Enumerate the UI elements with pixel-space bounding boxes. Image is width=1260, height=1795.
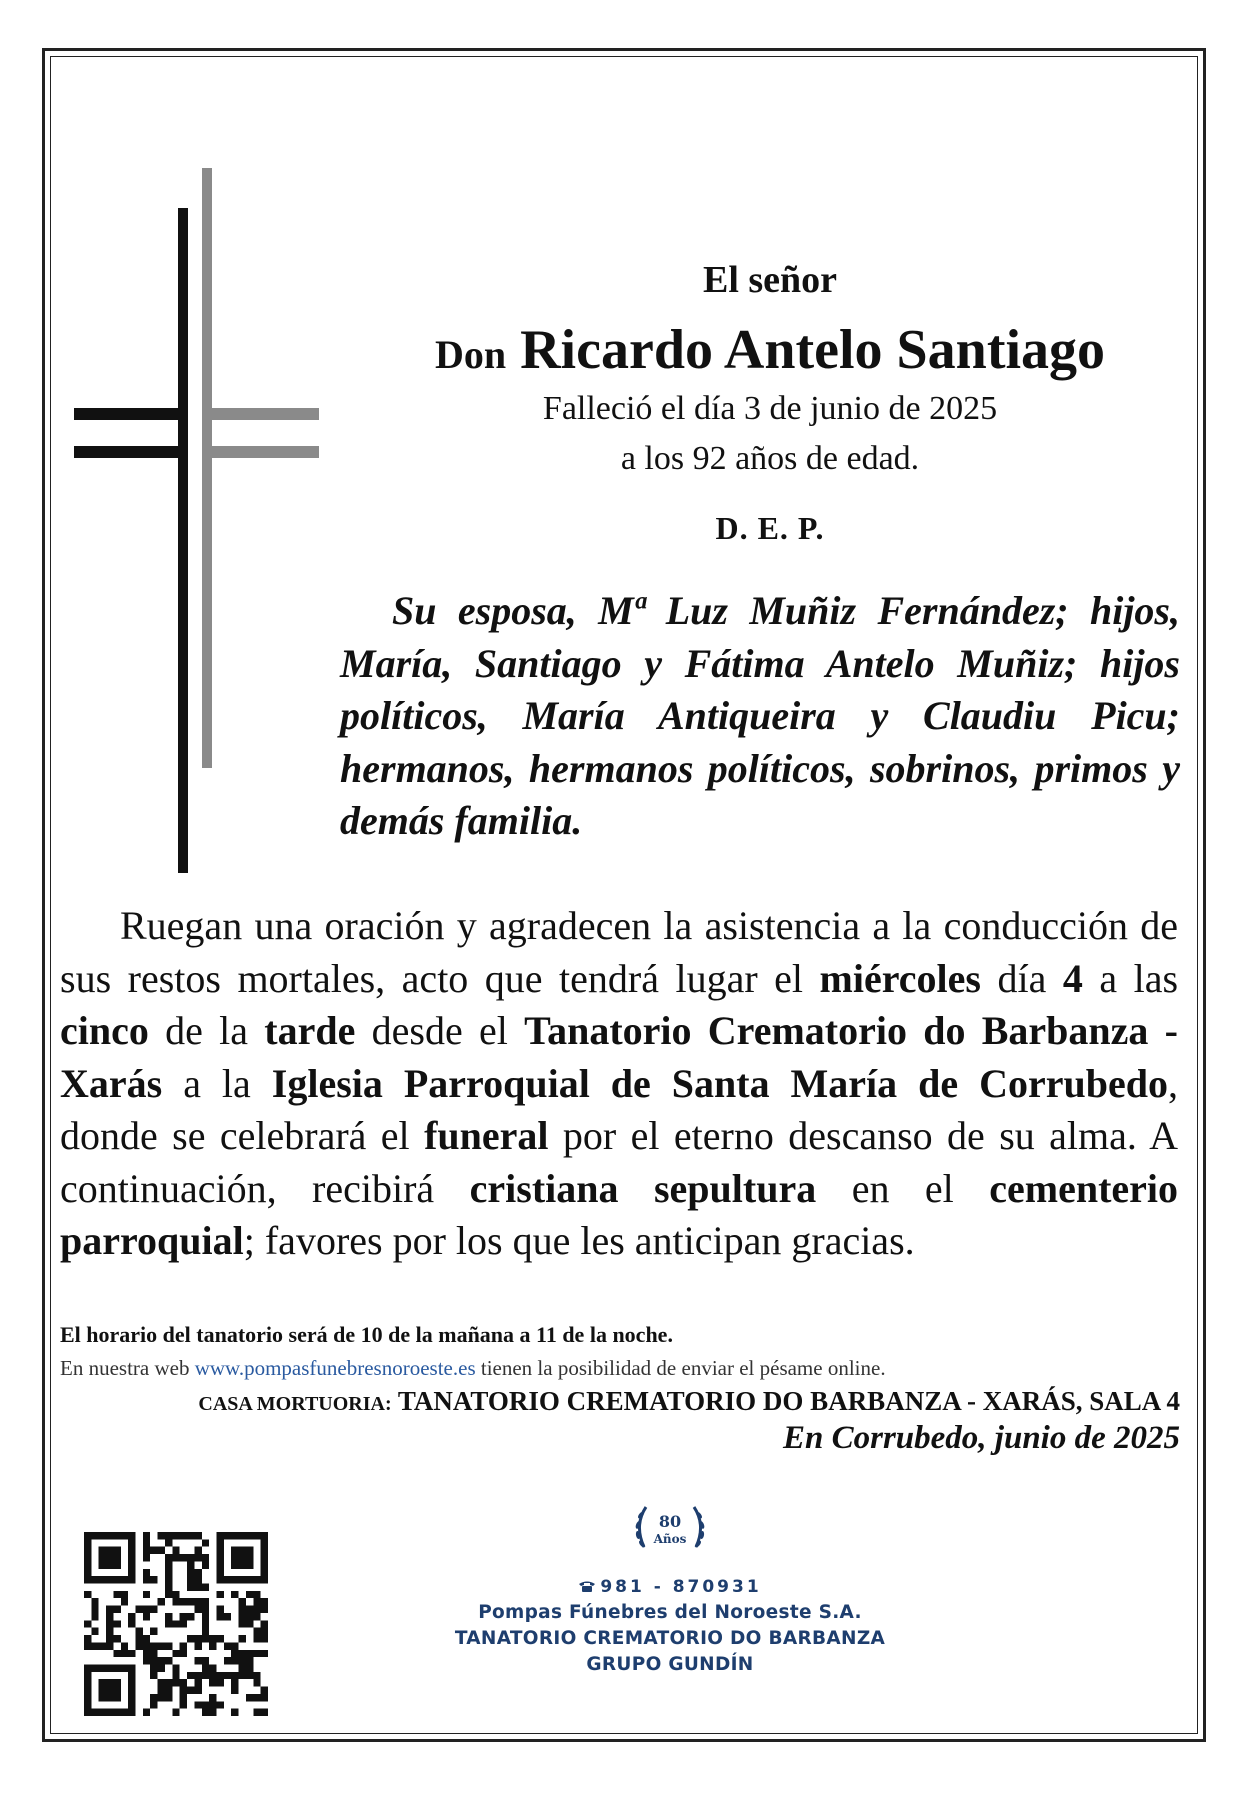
- cross-icon: [74, 168, 319, 873]
- funeral-home-value: TANATORIO CREMATORIO DO BARBANZA - XARÁS, SALA 4: [397, 1386, 1180, 1416]
- family-list: Su esposa, Mª Luz Muñiz Fernández; hijos, María, Santiago y Fátima Antelo Muñiz; hijos políticos, María Antiqueira y Claudiu Picu; hermanos, hermanos políticos, sobrinos, primos y demás familia.: [340, 588, 1180, 843]
- prayer-paragraph: Ruegan una oración y agradecen la asistencia a la conducción de sus restos mortales, acto que tendrá lugar el miércoles día 4 a las cinco de la tarde desde el Tanatorio Crematorio do Barbanza - Xarás a la Iglesia Parroquial de Santa María de Corrubedo, donde se celebrará el funeral por el eterno descanso de su alma. A continuación, recibirá cristiana sepultura en el cementerio parroquial; favores por los que les anticipan gracias.: [60, 903, 1179, 1263]
- intro-text: El señor: [702, 259, 838, 301]
- company-phone: 981 - 870931: [430, 1577, 910, 1597]
- qr-code-icon[interactable]: [84, 1532, 268, 1716]
- death-date: Falleció el día 3 de junio de 2025: [542, 390, 998, 427]
- anniversary-badge-icon: [624, 1495, 716, 1575]
- age-line: a los 92 años de edad.: [620, 440, 920, 477]
- phone-icon: [578, 1580, 596, 1593]
- company-tanatorio: TANATORIO CREMATORIO DO BARBANZA: [454, 1628, 886, 1649]
- funeral-home: [198, 1386, 1180, 1417]
- company-name: Pompas Fúnebres del Noroeste S.A.: [478, 1602, 862, 1623]
- place-date: En Corrubedo, junio de 2025: [783, 1420, 1180, 1456]
- tanatorio-hours: El horario del tanatorio será de 10 de la mañana a 11 de la noche.: [60, 1322, 673, 1347]
- badge-word: Años: [653, 1532, 687, 1546]
- deceased-name-text: Ricardo Antelo Santiago: [520, 319, 1106, 381]
- company-logo-block: [430, 1495, 910, 1675]
- website-link[interactable]: www.pompasfunebresnoroeste.es: [194, 1356, 476, 1380]
- honorific: Don: [434, 332, 507, 377]
- company-group: GRUPO GUNDÍN: [586, 1654, 754, 1675]
- funeral-home-label: CASA MORTUORIA:: [198, 1393, 392, 1415]
- badge-number: 80: [658, 1512, 682, 1531]
- rip-text: D. E. P.: [715, 510, 825, 546]
- deceased-name: [340, 318, 1200, 382]
- web-note: En nuestra web www.pompasfunebresnoroeste.es tienen la posibilidad de enviar el pésame online.: [60, 1356, 886, 1380]
